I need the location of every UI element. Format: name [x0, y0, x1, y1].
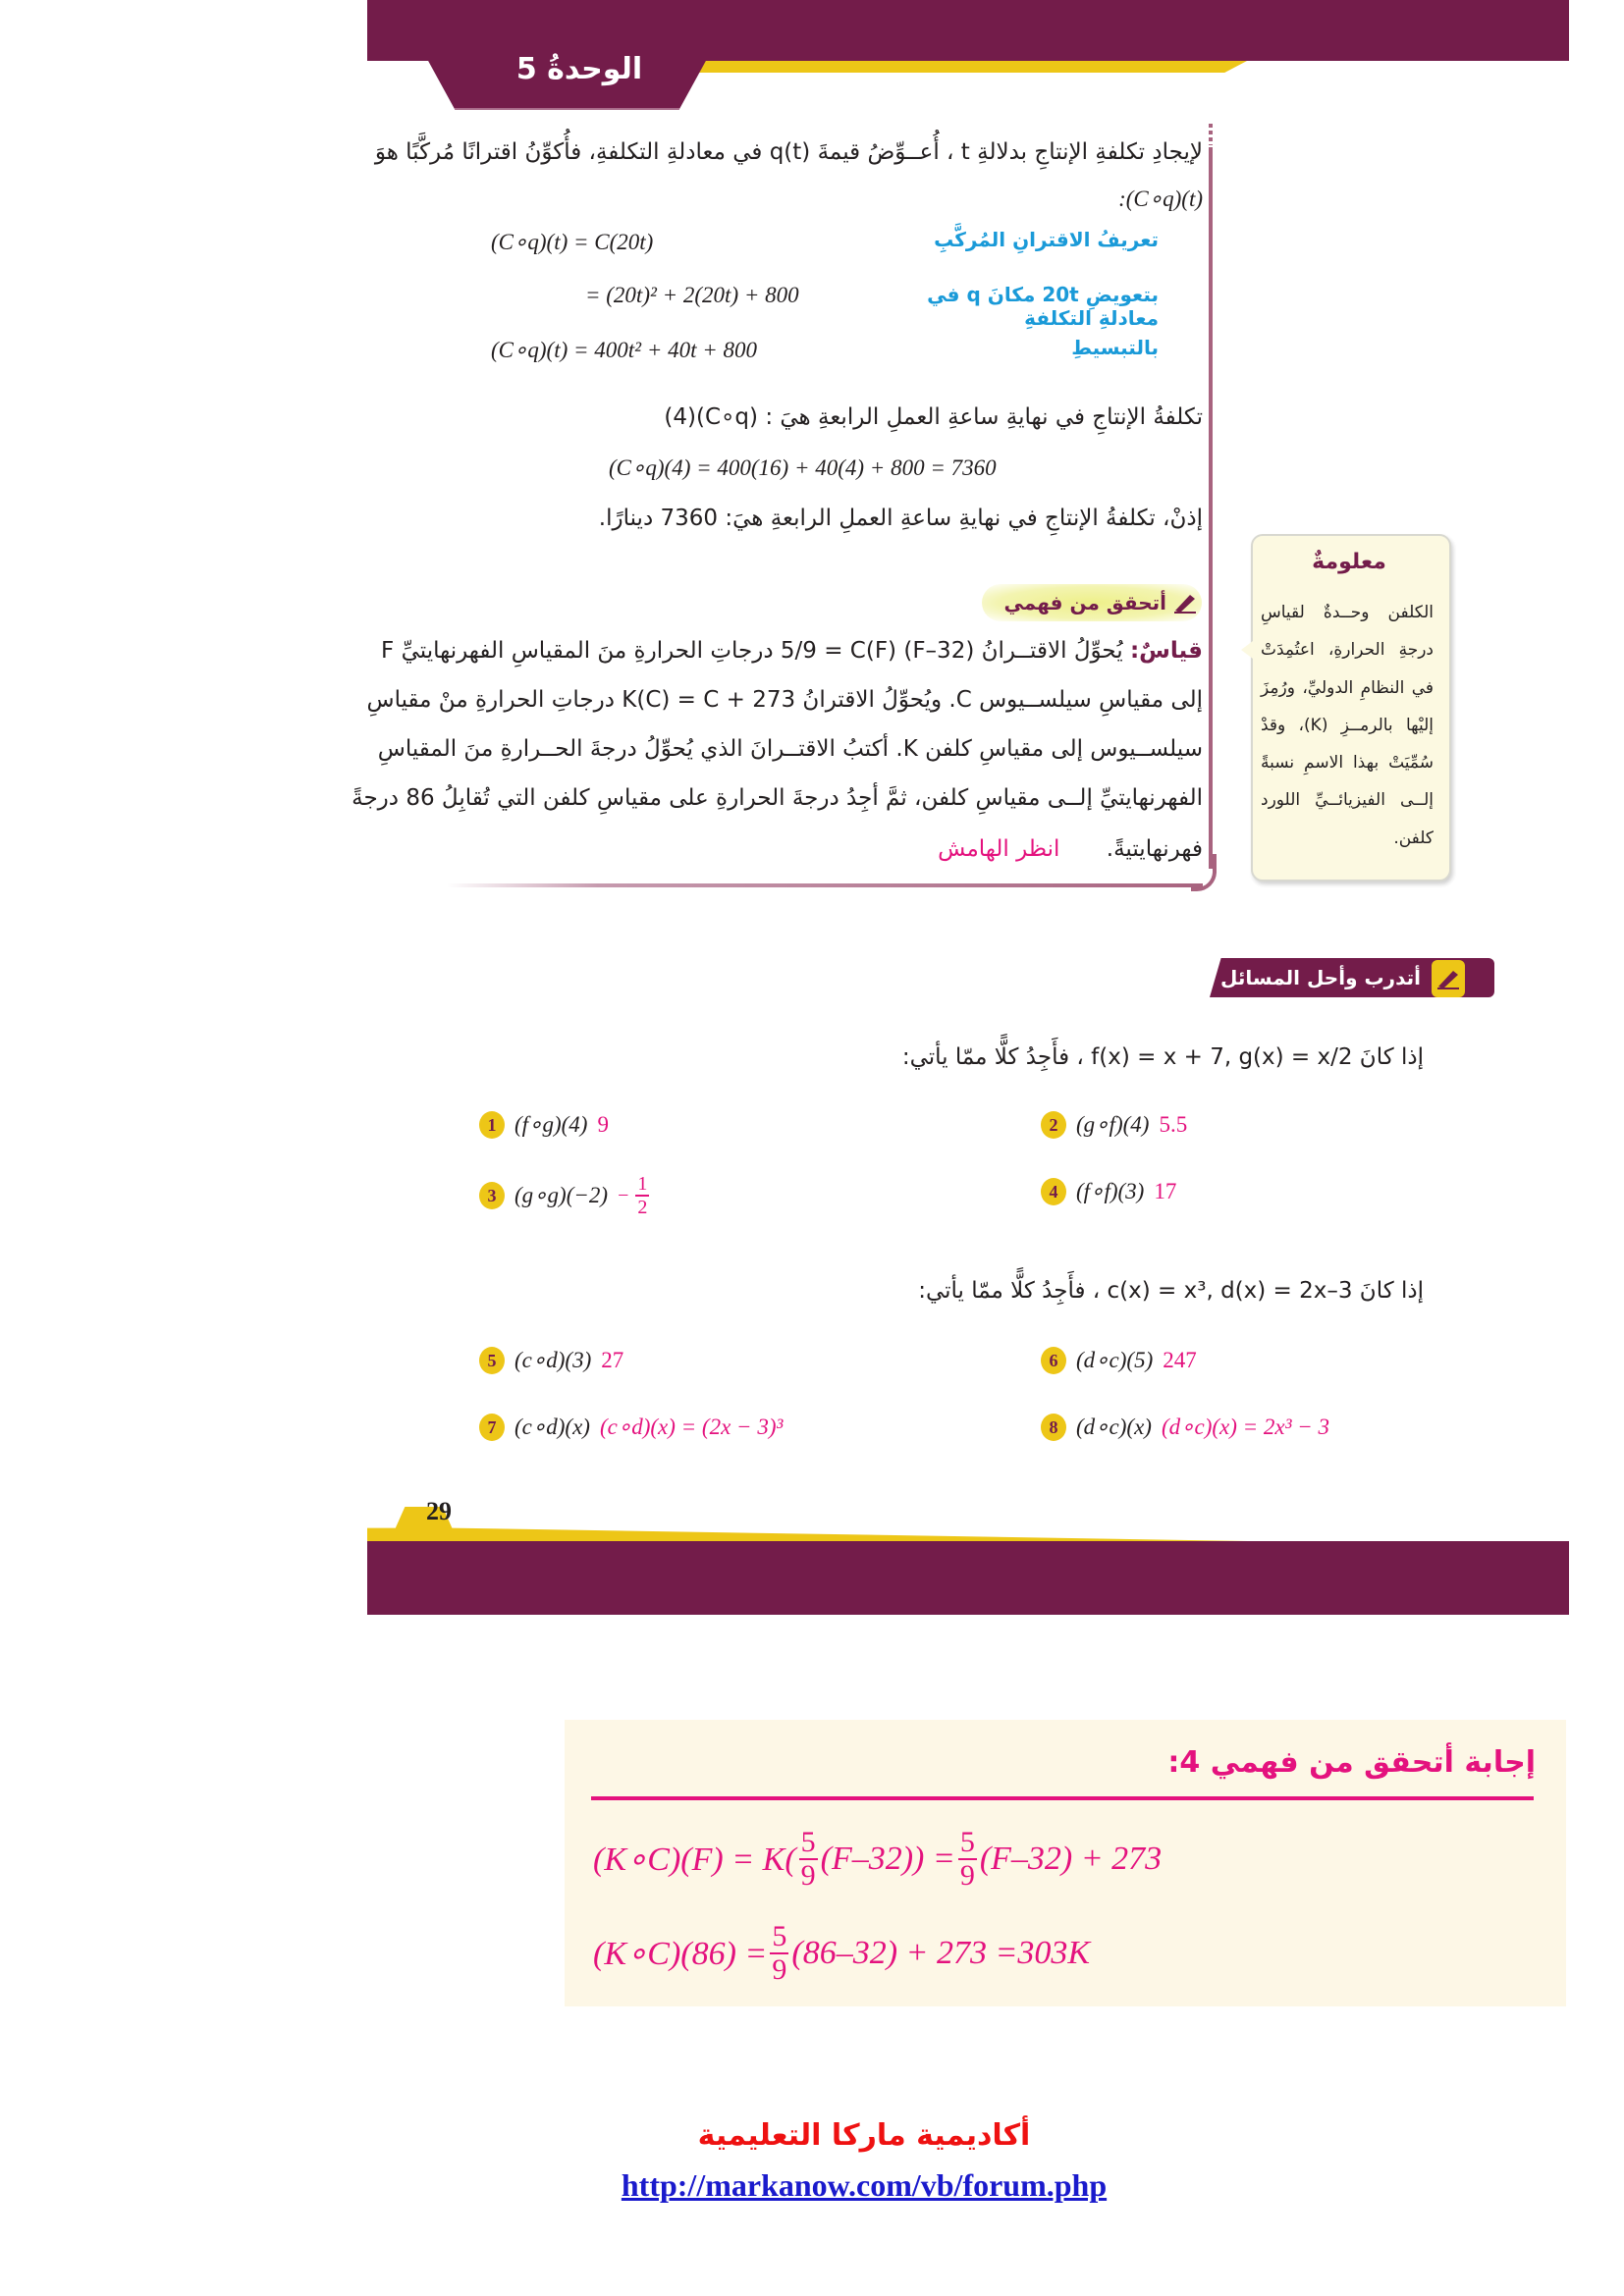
- question-number: 2: [1041, 1111, 1066, 1139]
- question-answer: 247: [1163, 1348, 1197, 1372]
- fraction-denominator: 9: [959, 1859, 975, 1892]
- answer-title: إجابة أتحقق من فهمي 4:: [1167, 1745, 1536, 1780]
- check-line-1-text: يُحوِّلُ الاقتــرانُ (F–32) 5/9 = C(F) درجاتِ الحرارةِ منَ المقياسِ الفهرنهايتيِّ F: [381, 638, 1123, 664]
- info-line: في النظامِ الدوليِّ، ورُمِزَ: [1261, 678, 1434, 698]
- answer-line-1: [593, 1828, 1162, 1891]
- answer-line-1-part-a: (K∘C)(F) = K(: [593, 1842, 796, 1878]
- check-line-4: الفهرنهايتيِّ إلــى مقياسِ كلفن، ثمَّ أجِدُ درجةَ الحرارةِ على مقياسِ كلفن التي تُقابِلُ 86 درجةً: [352, 785, 1203, 811]
- answer-line-1-part-c: (F–32) + 273: [979, 1841, 1163, 1877]
- question-number: 5: [479, 1347, 505, 1374]
- check-line-2: إلى مقياسِ سيلســيوس C. ويُحوِّلُ الاقترانُ K(C) = C + 273 درجاتِ الحرارةِ منْ مقياسِ: [366, 687, 1203, 713]
- question-answer: (d∘c)(x) = 2x³ − 3: [1161, 1415, 1330, 1439]
- answer-numerator: 1: [637, 1173, 648, 1195]
- fraction-numerator: 5: [959, 1826, 975, 1858]
- answer-denominator: 2: [637, 1197, 648, 1218]
- see-margin-link[interactable]: انظر الهامش: [938, 836, 1060, 862]
- question-number: 6: [1041, 1347, 1066, 1374]
- answer-line-1-part-b: (F–32)) =: [820, 1841, 955, 1877]
- question-answer: 17: [1154, 1179, 1177, 1203]
- question-number: 7: [479, 1414, 505, 1441]
- frame-vertical-line: [1209, 147, 1213, 869]
- question-expression: (d∘c)(x): [1076, 1415, 1152, 1439]
- pencil-icon: [1172, 592, 1198, 614]
- example-intro-line1: لإيجادِ تكلفةِ الإنتاجِ بدلالةِ t ، أُعــوِّضُ قيمةَ q(t) في معادلةِ التكلفةِ، فأُكوِّنُ اقترانًا مُركَّبًا هوَ: [374, 139, 1203, 165]
- question-expression: (c∘d)(x): [514, 1415, 590, 1439]
- info-line: الكلفن وحــدةٌ لقياسِ: [1261, 603, 1434, 622]
- question-expression: (f∘g)(4): [514, 1112, 588, 1137]
- unit-label: الوحدةُ 5: [515, 52, 643, 86]
- page-number: 29: [426, 1497, 452, 1525]
- question-answer: [618, 1174, 652, 1217]
- info-line: إلــى الفيزيائــيِّ اللورد: [1261, 790, 1434, 810]
- step-1-math: (C∘q)(t) = C(20t): [491, 230, 654, 254]
- frame-dotted-top: [1209, 124, 1213, 145]
- info-line: كلفن.: [1393, 828, 1434, 848]
- question-3: [479, 1174, 652, 1217]
- step-2-math: = (20t)² + 2(20t) + 800: [585, 283, 799, 307]
- frame-bottom-line: [447, 883, 1203, 887]
- fraction-numerator: 5: [772, 1920, 787, 1952]
- question-2: [1041, 1111, 1187, 1139]
- cost-conclusion: إذنْ، تكلفةُ الإنتاجِ في نهايةِ ساعةِ العملِ الرابعةِ هيَ: 7360 دينارًا.: [598, 506, 1203, 531]
- question-number: 3: [479, 1182, 505, 1209]
- watermark-link[interactable]: http://markanow.com/vb/forum.php: [621, 2167, 1108, 2203]
- step-2-note: بتعويضِ 20t مكانَ q في معادلةِ التكلفةِ: [927, 283, 1159, 330]
- info-line: سُمِّيَتْ بهذا الاسمِ نسبةً: [1261, 753, 1434, 773]
- step-1-note: تعريفُ الاقترانِ المُركَّبِ: [934, 228, 1159, 251]
- question-answer: 5.5: [1159, 1112, 1188, 1137]
- practice-label: أتدرب وأحل المسائل: [1219, 966, 1421, 989]
- question-expression: (d∘c)(5): [1076, 1348, 1154, 1372]
- answer-line-2-part-b: (86–32) + 273 =303K: [791, 1935, 1091, 1971]
- cost-line: تكلفةُ الإنتاجِ في نهايةِ ساعةِ العملِ الرابعةِ هيَ : (C∘q)(4): [664, 404, 1203, 430]
- question-answer: (c∘d)(x) = (2x − 3)³: [599, 1415, 784, 1439]
- answer-sign: −: [618, 1184, 629, 1206]
- bottom-banner: [367, 1541, 1569, 1615]
- fraction-denominator: 9: [800, 1859, 816, 1892]
- question-5: [479, 1347, 623, 1374]
- check-line-1: [381, 636, 1203, 666]
- question-expression: (g∘f)(4): [1076, 1112, 1150, 1137]
- answer-line-2: [593, 1922, 1090, 1985]
- pencil-icon: [1435, 967, 1461, 990]
- footer-accent-stripe: [367, 1507, 1310, 1542]
- question-expression: (f∘f)(3): [1076, 1179, 1145, 1203]
- info-line: درجةِ الحرارةِ، اعتُمِدَتْ: [1261, 640, 1434, 660]
- answer-line-2-part-a: (K∘C)(86) =: [593, 1936, 768, 1972]
- question-number: 1: [479, 1111, 505, 1139]
- practice-icon-box: [1432, 960, 1465, 997]
- check-line-5-text: فهرنهايتيةً.: [1106, 836, 1203, 862]
- question-6: [1041, 1347, 1197, 1374]
- practice-intro-2: إذا كانَ c(x) = x³, d(x) = 2x–3 ، فأَجِدُ كلًّا ممّا يأتي:: [918, 1278, 1424, 1304]
- fraction-denominator: 9: [772, 1953, 787, 1986]
- answer-rule: [591, 1796, 1534, 1800]
- question-7: [479, 1414, 783, 1441]
- info-box-pointer: [1241, 638, 1257, 662]
- step-3-math: (C∘q)(t) = 400t² + 40t + 800: [491, 338, 758, 362]
- question-number: 4: [1041, 1178, 1066, 1205]
- check-understanding-title: أتحقق من فهمي: [1003, 591, 1166, 614]
- question-4: [1041, 1178, 1176, 1205]
- top-accent-stripe: [687, 61, 1247, 73]
- step-3-note: بالتبسيطِ: [1071, 336, 1159, 359]
- watermark-title: أكاديمية ماركا التعليمية: [697, 2118, 1031, 2153]
- question-answer: 9: [597, 1112, 609, 1137]
- question-expression: (c∘d)(3): [514, 1348, 592, 1372]
- check-line-3: سيلســيوس إلى مقياسِ كلفن K. أكتبُ الاقتــرانَ الذي يُحوِّلُ درجةَ الحــرارةِ منَ المقياسِ: [377, 736, 1203, 762]
- check-understanding-label: [982, 584, 1202, 621]
- check-line-5: [447, 834, 1203, 864]
- example-intro-line2: :(C∘q)(t): [1118, 187, 1203, 211]
- info-line: إليْها بالرمــزِ (K)، وقدْ: [1261, 716, 1434, 735]
- question-number: 8: [1041, 1414, 1066, 1441]
- question-answer: 27: [601, 1348, 624, 1372]
- question-8: [1041, 1414, 1329, 1441]
- question-1: [479, 1111, 609, 1139]
- check-prefix: قياسٌ:: [1129, 638, 1203, 664]
- cost-calculation: (C∘q)(4) = 400(16) + 40(4) + 800 = 7360: [609, 455, 997, 480]
- practice-intro-1: إذا كانَ f(x) = x + 7, g(x) = x/2 ، فأَجِدُ كلًّا ممّا يأتي:: [901, 1044, 1424, 1070]
- fraction-numerator: 5: [800, 1826, 816, 1858]
- question-expression: (g∘g)(−2): [514, 1183, 609, 1207]
- info-box-title: معلومةٌ: [1312, 550, 1386, 574]
